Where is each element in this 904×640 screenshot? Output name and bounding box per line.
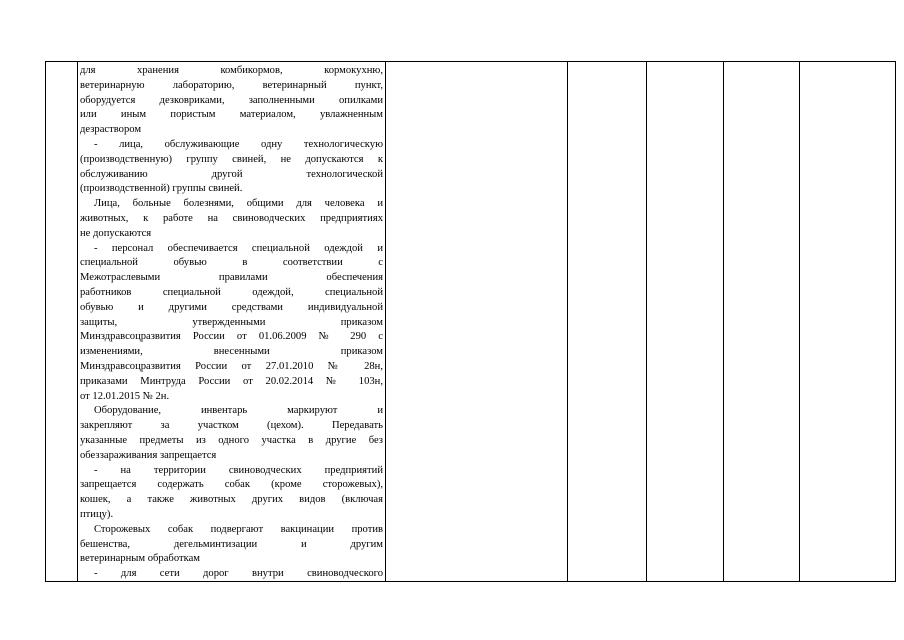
text-line: дезраствором [80,124,142,136]
text-line: Межотраслевыми правилами обеспечения [80,272,383,284]
text-line: или иным пористым материалом, увлажненным [80,109,383,121]
empty-cell-3 [386,62,568,582]
text-line: не допускаются [80,227,152,239]
text-line: ветеринарную лабораторию, ветеринарный пункт, [80,79,383,91]
requirements-table [45,61,896,582]
text-line: запрещается содержать собак (кроме сторожевых), [80,479,383,491]
text-line: ветеринарным обработкам [80,553,201,565]
text-line: приказами Минтруда России от 20.02.2014 № 103н, [80,375,383,387]
text-line: Лица, больные болезнями, общими для человека и [94,198,383,210]
empty-cell-4 [568,62,647,582]
text-line: для хранения комбикормов, кормокухню, [80,65,383,76]
text-line: обеззараживания запрещается [80,449,217,461]
text-line: оборудуется дезковриками, заполненными опилками [80,94,383,106]
text-line: Минздравсоцразвития России от 27.01.2010 № 28н, [80,360,383,372]
text-line: изменениями, внесенными приказом [80,346,383,358]
text-line: Оборудование, инвентарь маркируют и [94,405,383,417]
empty-cell-7 [800,62,896,582]
text-line: обслуживанию другой технологической [80,168,383,180]
text-line: - лица, обслуживающие одну технологическую [94,138,383,150]
text-line: обувью и другими средствами индивидуальной [80,301,383,313]
number-cell [46,62,78,582]
text-line: кошек, а также животных других видов (включая [80,494,383,506]
text-line: указанные предметы из одного участка в другие без [80,434,383,446]
table-row [46,62,896,582]
text-line: - для сети дорог внутри свиноводческого [94,568,383,580]
text-line: - на территории свиноводческих предприятий [94,464,383,476]
text-line: от 12.01.2015 № 2н. [80,390,170,402]
text-line: - персонал обеспечивается специальной одеждой и [94,242,383,254]
text-line: Минздравсоцразвития России от 01.06.2009 № 290 с [80,331,383,343]
text-line: Сторожевых собак подвергают вакцинации против [94,523,383,535]
text-line: работников специальной одеждой, специальной [80,286,383,298]
text-line: животных, к работе на свиноводческих предприятиях [80,212,383,224]
text-line: закрепляют за участком (цехом). Передавать [80,420,383,432]
text-line: защиты, утвержденными приказом [80,316,383,328]
text-line: (производственную) группу свиней, не допускаются к [80,153,383,165]
empty-cell-6 [724,62,800,582]
requirements-text [78,62,385,581]
empty-cell-5 [647,62,724,582]
requirements-text-cell [78,62,386,582]
text-line: (производственной) группы свиней. [80,183,243,195]
text-line: птицу). [80,508,114,520]
text-line: бешенства, дегельминтизации и другим [80,538,383,550]
text-line: специальной обувью в соответствии с [80,257,383,269]
